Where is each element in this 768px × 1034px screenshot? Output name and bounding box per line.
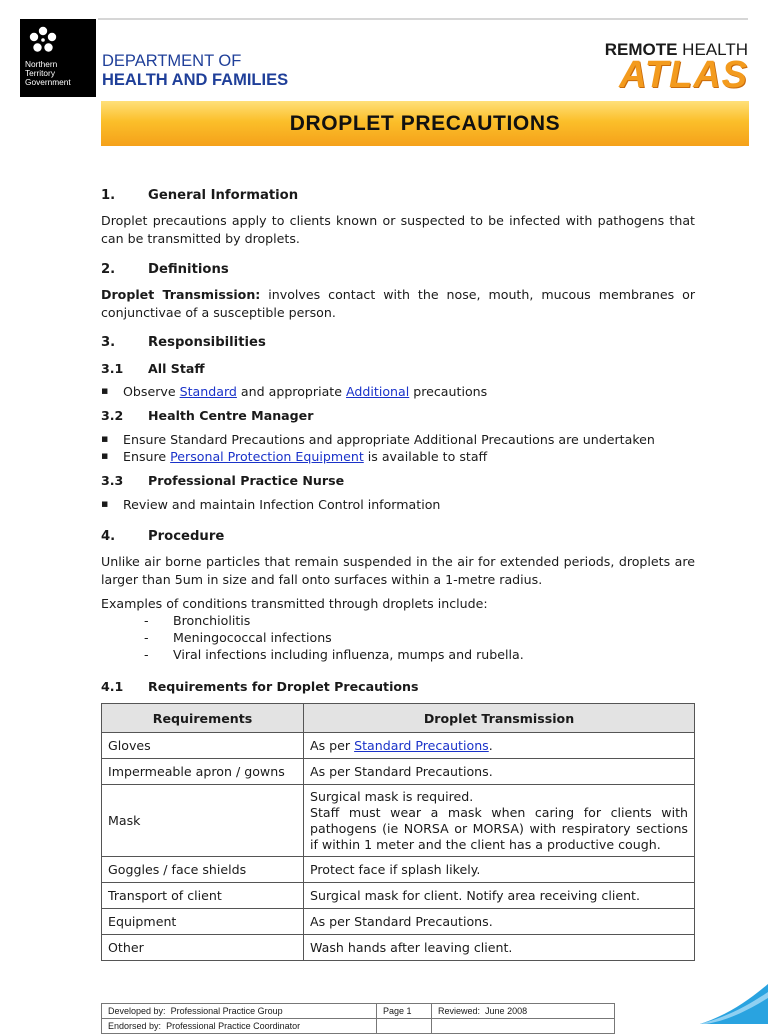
example-text: Viral infections including influenza, mumps and rubella. — [173, 647, 524, 662]
header-rule — [98, 18, 748, 20]
column-header: Droplet Transmission — [304, 704, 695, 733]
transmission-cell: Wash hands after leaving client. — [304, 935, 695, 961]
definition-text: involves contact with the nose, mouth, mucous membranes or conjunctivae of a susceptible person. — [101, 287, 695, 320]
endorsed-by-cell — [102, 1019, 377, 1034]
list-item: - Viral infections including influenza, mumps and rubella. — [144, 647, 524, 662]
section-2-heading — [101, 262, 229, 277]
bullet-item — [101, 497, 440, 512]
remote-word: REMOTE — [604, 40, 678, 59]
footer-row — [102, 1004, 615, 1019]
section-3-heading — [101, 335, 266, 350]
bullet-text: Review and maintain Infection Control information — [123, 497, 441, 512]
section-4-heading — [101, 529, 224, 544]
table-header-row — [102, 704, 695, 733]
section-title: General Information — [148, 188, 299, 203]
requirement-cell: Equipment — [102, 909, 304, 935]
atlas-logo: ATLAS — [619, 54, 748, 96]
cell-text: As per — [310, 738, 355, 753]
table-row — [102, 785, 695, 857]
transmission-cell — [304, 785, 695, 857]
standard-precautions-link[interactable]: Standard Precautions — [354, 738, 489, 753]
reviewed-cell — [432, 1004, 615, 1019]
subsection-number: 4.1 — [101, 679, 124, 694]
gov-logo-text: Northern Territory Government — [25, 59, 71, 87]
flower-emblem-icon — [28, 25, 58, 55]
additional-link[interactable]: Additional — [346, 384, 410, 399]
list-item: - Meningococcal infections — [144, 630, 332, 645]
section-title: Procedure — [148, 529, 225, 544]
bullet-item — [101, 384, 487, 399]
requirement-cell: Mask — [102, 785, 304, 857]
ppe-link[interactable]: Personal Protection Equipment — [170, 449, 364, 464]
empty-cell — [377, 1019, 432, 1034]
transmission-cell: As per Standard Precautions. — [304, 759, 695, 785]
procedure-paragraph: Unlike air borne particles that remain suspended in the air for extended periods, droplets are larger than 5um in size and fall onto surfaces within a 1-metre radius. — [101, 554, 695, 587]
cell-text: . — [488, 738, 493, 753]
table-row — [102, 733, 695, 759]
footer-value: Professional Practice Coordinator — [166, 1021, 301, 1031]
subsection-3-1-heading — [101, 361, 205, 376]
cell-text: Staff must wear a mask when caring for clients with pathogens (ie NORSA or MORSA) with respiratory sections if within 1 meter and the client has a productive cough. — [310, 804, 688, 852]
transmission-cell: Surgical mask for client. Notify area receiving client. — [304, 883, 695, 909]
bullet-text: Ensure — [123, 449, 171, 464]
table-row — [102, 857, 695, 883]
subsection-title: Professional Practice Nurse — [148, 473, 345, 488]
requirement-cell: Transport of client — [102, 883, 304, 909]
section-title: Definitions — [148, 262, 229, 277]
table-row — [102, 935, 695, 961]
document-control-table — [101, 1003, 615, 1034]
table-row — [102, 909, 695, 935]
example-text: Meningococcal infections — [173, 630, 332, 645]
column-header: Requirements — [102, 704, 304, 733]
footer-swoosh-graphic — [700, 984, 768, 1024]
cell-text: Surgical mask is required. — [310, 788, 474, 804]
page-number-cell: Page 1 — [377, 1004, 432, 1019]
footer-value: June 2008 — [485, 1006, 528, 1016]
section-number: 3. — [101, 335, 116, 350]
developed-by-cell — [102, 1004, 377, 1019]
transmission-cell — [304, 733, 695, 759]
list-item: - Bronchiolitis — [144, 613, 251, 628]
subsection-3-3-heading — [101, 473, 344, 488]
requirement-cell: Impermeable apron / gowns — [102, 759, 304, 785]
section-number: 1. — [101, 188, 116, 203]
subsection-number: 3.3 — [101, 473, 124, 488]
section-number: 2. — [101, 262, 116, 277]
general-info-text: Droplet precautions apply to clients known or suspected to be infected with pathogens that can be transmitted by droplets. — [101, 213, 695, 246]
subsection-title: Requirements for Droplet Precautions — [148, 679, 419, 694]
footer-label: Reviewed: — [438, 1006, 481, 1016]
bullet-item — [101, 449, 487, 464]
footer-value: Professional Practice Group — [170, 1006, 283, 1016]
section-number: 4. — [101, 529, 116, 544]
standard-link[interactable]: Standard — [179, 384, 237, 399]
table-row — [102, 759, 695, 785]
title-banner — [101, 101, 749, 146]
department-name — [102, 52, 288, 90]
nt-government-logo — [20, 19, 96, 97]
requirement-cell: Gloves — [102, 733, 304, 759]
health-word: HEALTH — [677, 40, 748, 59]
bullet-item — [101, 432, 655, 447]
subsection-number: 3.1 — [101, 361, 124, 376]
footer-label: Developed by: — [108, 1006, 166, 1016]
empty-cell — [432, 1019, 615, 1034]
definition-term: Droplet Transmission: — [101, 287, 261, 302]
subsection-4-1-heading — [101, 679, 419, 694]
bullet-text: Ensure Standard Precautions and appropriate Additional Precautions are undertaken — [123, 432, 655, 447]
page-title: DROPLET PRECAUTIONS — [289, 111, 561, 135]
bullet-text: is available to staff — [363, 449, 488, 464]
requirement-cell: Other — [102, 935, 304, 961]
bullet-text: Observe — [123, 384, 180, 399]
section-1-heading — [101, 188, 298, 203]
bullet-text: precautions — [409, 384, 488, 399]
subsection-title: Health Centre Manager — [148, 408, 314, 423]
example-text: Bronchiolitis — [173, 613, 251, 628]
subsection-number: 3.2 — [101, 408, 124, 423]
definition-paragraph — [101, 286, 695, 322]
dept-line-2: HEALTH AND FAMILIES — [102, 71, 289, 89]
subsection-3-2-heading — [101, 408, 313, 423]
bullet-text: and appropriate — [236, 384, 346, 399]
requirements-table — [101, 703, 695, 961]
transmission-cell: As per Standard Precautions. — [304, 909, 695, 935]
footer-row — [102, 1019, 615, 1034]
table-row — [102, 883, 695, 909]
subsection-title: All Staff — [148, 361, 205, 376]
dept-line-1: DEPARTMENT OF — [102, 52, 242, 70]
transmission-cell: Protect face if splash likely. — [304, 857, 695, 883]
footer-label: Endorsed by: — [108, 1021, 162, 1031]
examples-intro: Examples of conditions transmitted through droplets include: — [101, 596, 488, 611]
section-title: Responsibilities — [148, 335, 266, 350]
requirement-cell: Goggles / face shields — [102, 857, 304, 883]
